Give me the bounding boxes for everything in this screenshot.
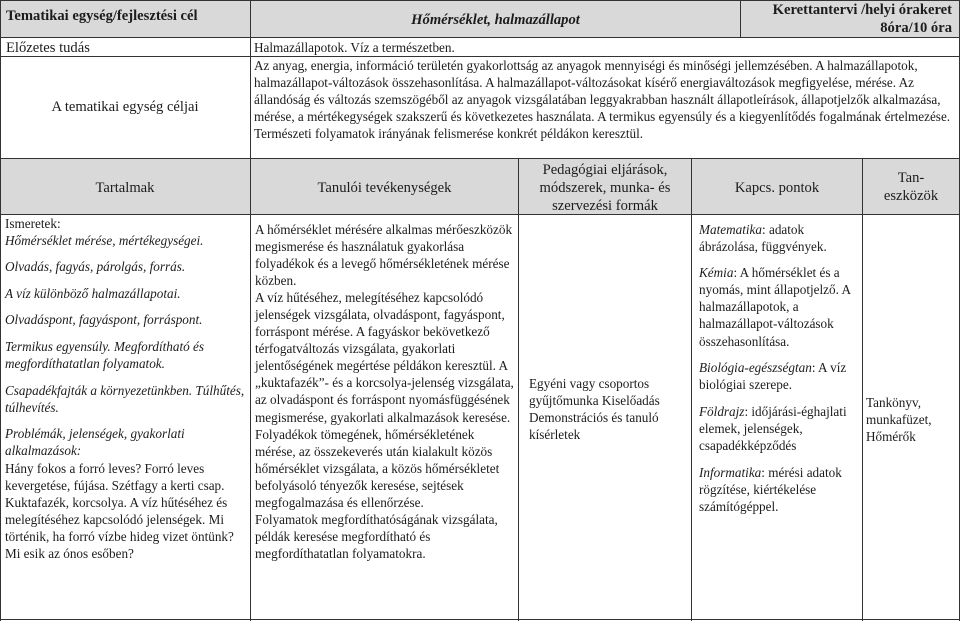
kapcs-cell <box>699 221 860 515</box>
elozetes-text: Halmazállapotok. Víz a természetben. <box>254 40 455 55</box>
kapcs-matematika <box>699 221 860 255</box>
kapcs-matematika-text: : adatok ábrázolása, függvények. <box>699 221 827 254</box>
tartalom-item: Olvadáspont, fagyáspont, forráspont. <box>5 312 203 328</box>
column-header-tevekenysegek: Tanulói tevékenységek <box>317 180 452 196</box>
header-orakeret <box>741 1 958 37</box>
tevekenysegek-cell <box>255 221 517 563</box>
column-header-eljarasok <box>519 161 691 215</box>
elozetes-label: Előzetes tudás <box>6 39 90 56</box>
eljarasok-header-line3: szervezési formák <box>552 198 658 214</box>
header-cim-label: Tematikai egység/fejlesztési cél <box>6 8 198 24</box>
orakeret-label: Kerettantervi /helyi órakeret <box>772 2 952 18</box>
tartalmak-cell <box>5 215 248 563</box>
vline-col1 <box>250 158 251 621</box>
eljarasok-header-line1: Pedagógiai eljárások, <box>542 162 668 178</box>
ismeretek-label: Ismeretek: <box>5 215 61 231</box>
eljarasok-header-line2: módszerek, munka- és <box>539 180 671 196</box>
tartalom-item: Csapadékfajták a környezetünkben. Túlhűtés, túlhevítés. <box>5 382 245 415</box>
vline-col3 <box>691 158 692 621</box>
celok-text: Az anyag, energia, információ területén gyakorlottság az anyagok mennyiségi és minőségi jellemzésében. A halmazállapotok, halmazállapot-változások összehasonlítása. A halmazállapot-változásokat kísérő energiaváltozások megfigyelése, mérése. Az állandóság és változás szemszögéből az anyagok vizsgálatában leggyakrabban használt állapotleírások, állapotjelzők alkalmazása, mérése, a mértékegységek szakszerű és következetes használata. A termikus egyensúly és a kiegyenlítődés fogalmának értelmezése. Természeti folyamatok irányának felismerése konkrét példákon keresztül. <box>254 57 951 141</box>
eszkozok-cell: Tankönyv, munkafüzet, Hőmérők <box>866 395 932 445</box>
border-bottom <box>0 619 960 620</box>
eszkozok-header-line1: Tan- <box>897 170 925 186</box>
kapcs-kemia <box>699 264 860 349</box>
kapcs-informatika-text: : mérési adatok rögzítése, kiértékelése számítógéppel. <box>699 464 842 514</box>
kapcs-kemia-label: Kémia <box>699 265 734 281</box>
kapcs-informatika <box>699 464 860 515</box>
hline-celok <box>0 158 960 159</box>
eszkozok-header-line2: eszközök <box>883 188 939 204</box>
kapcs-kemia-text: : A hőmérséklet és a nyomás, mint állapotjelző. A halmazállapotok, a halmazállapot-változások összehasonlítása. <box>699 265 851 349</box>
kapcs-biologia <box>699 359 860 393</box>
tartalom-item: Termikus egyensúly. Megfordítható és megfordíthatatlan folyamatok. <box>5 338 205 372</box>
kapcs-informatika-label: Informatika <box>699 464 762 480</box>
tevekenyseg-paragraph: A hőmérséklet mérésére alkalmas mérőeszközök megismerése és használatuk gyakorlása folyadékok és a levegő hőmérsékletének mérése közben. <box>255 221 513 288</box>
problemak-text: Hány fokos a forró leves? Forró leves kevergetése, fújása. Szétfagy a kerti csap. Kuktafazék, korcsolya. A víz hűtéséhez és melegítéséhez kapcsolódó jelenségek. Mi történik, ha forró vízbe hideg vizet öntünk? Mi esik az ónos esőben? <box>5 460 234 561</box>
column-header-eszkozok <box>863 169 959 205</box>
header-tema-cim: Hőmérséklet, halmazállapot <box>411 12 580 28</box>
tevekenyseg-paragraph: A víz hűtéséhez, melegítéséhez kapcsolódó jelenségek vizsgálata, olvadáspont, fagyáspont, forráspont mérése. A fagyáskor bekövetkező térfogatváltozás vizsgálata, gyakorlati jelentőségének megértése példákon keresztül. A „kuktafazék”- és a korcsolya-jelenség vizsgálata, az olvadáspont és forráspont nyomásfüggésének megismerése, gyakorlati alkalmazások keresése. Folyadékok tömegének, hőmérsékletének mérése, az összekeverés után kialakult közös hőmérséklet vizsgálata, a közös hőmérsékletet befolyásoló tényezők keresése, sejtések megfogalmazása és ellenőrzése. <box>255 289 514 510</box>
tartalom-item: Olvadás, fagyás, párolgás, forrás. <box>5 259 186 275</box>
border-left <box>0 0 1 621</box>
orakeret-value: 8óra/10 óra <box>880 20 952 36</box>
column-header-kapcs: Kapcs. pontok <box>734 180 820 196</box>
vline-col2 <box>518 158 519 621</box>
column-header-tartalmak: Tartalmak <box>95 180 155 196</box>
kapcs-foldrajz-text: : időjárási-éghajlati elemek, jelenségek, csapadékképződés <box>699 403 847 454</box>
celok-label: A tematikai egység céljai <box>51 99 199 115</box>
kapcs-biologia-label: Biológia-egészségtan <box>699 360 812 376</box>
vline-col4 <box>862 158 863 621</box>
kapcs-foldrajz-label: Földrajz <box>699 403 745 419</box>
eljarasok-cell: Egyéni vagy csoportos gyűjtőmunka Kiselőadás Demonstrációs és tanuló kísérletek <box>529 376 660 443</box>
kapcs-biologia-text: : A víz biológiai szerepe. <box>699 360 847 393</box>
tartalom-item: A víz különböző halmazállapotai. <box>5 285 181 301</box>
tartalom-item: Hőmérséklet mérése, mértékegységei. <box>5 232 204 248</box>
problemak-label: Problémák, jelenségek, gyakorlati alkalmazások: <box>5 426 185 459</box>
tevekenyseg-paragraph: Folyamatok megfordíthatóságának vizsgálata, példák keresése megfordítható és megfordíthatatlan folyamatokra. <box>255 512 498 562</box>
kapcs-foldrajz <box>699 403 860 454</box>
kapcs-matematika-label: Matematika <box>699 221 762 237</box>
